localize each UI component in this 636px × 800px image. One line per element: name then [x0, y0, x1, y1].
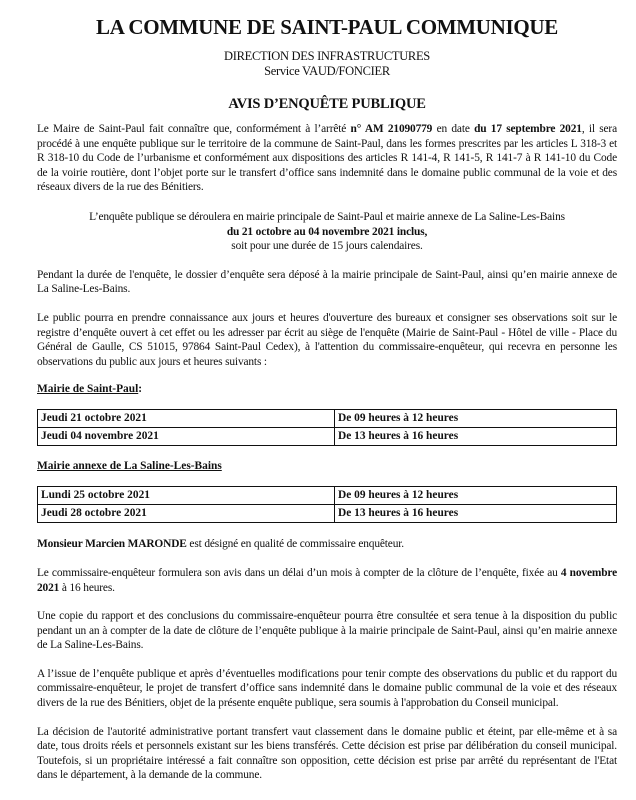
intro-text: , il sera procédé à une enquête publique sur le territoire de la commune de Saint-Paul, dans les formes prescrites par les articles L 318-3 et R 318-10 du Code de l’urbanisme et conformément aux dispositions des articles R 141-4, R 141-5, R 141-7 à R 141-10 du Code de la voirie routière, dont l’objet porte sur le transfert d’office sans indemnité dans le domaine public communal de la voie et des réseaux divers de la rue des Bénitiers.	[37, 123, 617, 194]
commissioner-paragraph	[37, 537, 617, 552]
inquiry-period	[37, 210, 617, 254]
schedule-date: Lundi 25 octobre 2021	[38, 487, 335, 505]
schedule-hours: De 13 heures à 16 heures	[335, 505, 617, 523]
table-row	[38, 410, 617, 428]
schedule-table-saint-paul	[37, 409, 617, 446]
schedule-hours: De 09 heures à 12 heures	[335, 410, 617, 428]
department-header	[37, 49, 617, 79]
section-title-suffix: :	[138, 383, 143, 396]
period-dates-text: du 21 octobre au 04 novembre 2021 inclus,	[226, 225, 428, 238]
decree-number: n° AM 21090779	[350, 123, 433, 135]
direction-label: DIRECTION DES INFRASTRUCTURES	[224, 49, 430, 63]
schedule-table-saline-les-bains	[37, 486, 617, 523]
deadline-text: à 16 heures.	[59, 581, 115, 594]
commune-title: LA COMMUNE DE SAINT-PAUL COMMUNIQUE	[95, 15, 559, 39]
table-row	[38, 505, 617, 523]
service-label: Service VAUD/FONCIER	[264, 64, 390, 78]
approval-paragraph: A l’issue de l’enquête publique et après d’éventuelles modifications pour tenir compte des observations du public et du rapport du commissaire-enquêteur, le projet de transfert d’office sans indemnité dans le domaine public communal de la voie et des réseaux divers de la rue des Bénitiers, objet de la présente enquête publique, sera soumis à l'approbation du Conseil municipal.	[37, 667, 617, 710]
report-copy-paragraph: Une copie du rapport et des conclusions du commissaire-enquêteur pourra être consultée et sera tenue à la disposition du public pendant un an à compter de la date de clôture de l’enquête publique à la mairie principale de Saint-Paul, ainsi qu’en mairie annexe de La Saline-Les-Bains.	[37, 610, 617, 652]
decree-date: du 17 septembre 2021	[474, 123, 582, 135]
deadline-text: Le commissaire-enquêteur formulera son avis dans un délai d’un mois à compter de la clôture de l’enquête, fixée au	[37, 566, 561, 579]
commissioner-text: est désigné en qualité de commissaire enquêteur.	[186, 538, 404, 551]
deadline-date: 4 novembre 2021	[37, 566, 617, 594]
commissioner-name: Monsieur Marcien MARONDE	[37, 538, 187, 551]
period-duration: soit pour une durée de 15 jours calendaires.	[231, 240, 423, 253]
section-title-text: Mairie annexe de La Saline-Les-Bains	[37, 460, 222, 473]
intro-text: en date	[432, 123, 475, 135]
notice-title: AVIS D’ENQUÊTE PUBLIQUE	[228, 96, 426, 112]
section-title-saint-paul	[37, 382, 617, 397]
report-deadline-paragraph	[37, 566, 617, 595]
public-notice-document	[37, 0, 617, 783]
decision-paragraph: La décision de l'autorité administrative portant transfert vaut classement dans le domaine public et éteint, par elle-même et à sa date, tous droits réels et personnels existant sur les biens transférés. Cette décision est prise par délibération du conseil municipal. Toutefois, si un propriétaire intéressé a fait connaître son opposition, cette décision est prise par arrêté du représentant de l'Etat dans le département, à la demande de la commune.	[37, 725, 617, 782]
intro-text: Le Maire de Saint-Paul fait connaître que, conformément à l’arrêté	[37, 123, 351, 135]
section-title-saline-les-bains	[37, 459, 617, 474]
schedule-date: Jeudi 04 novembre 2021	[38, 428, 335, 446]
intro-paragraph	[37, 122, 617, 195]
dossier-paragraph: Pendant la durée de l'enquête, le dossier d’enquête sera déposé à la mairie principale de Saint-Paul, ainsi qu’en mairie annexe de La Saline-Les-Bains.	[37, 268, 617, 296]
public-paragraph: Le public pourra en prendre connaissance aux jours et heures d'ouverture des bureaux et consigner ses observations soit sur le registre d’enquête ouvert à cet effet ou les adresser par écrit au siège de l'enquête (Mairie de Saint-Paul - Hôtel de ville - Place du Général de Gaulle, CS 51015, 97864 Saint-Paul Cedex), à l'attention du commissaire-enquêteur, qui recevra en personne les observations du public aux jours et heures suivants :	[37, 311, 617, 368]
table-row	[38, 487, 617, 505]
period-dates	[37, 225, 617, 240]
schedule-hours: De 09 heures à 12 heures	[335, 487, 617, 505]
period-location: L’enquête publique se déroulera en mairie principale de Saint-Paul et mairie annexe de La Saline-Les-Bains	[89, 210, 565, 223]
table-row	[38, 428, 617, 446]
schedule-hours: De 13 heures à 16 heures	[335, 428, 617, 446]
schedule-date: Jeudi 28 octobre 2021	[38, 505, 335, 523]
section-title-text: Mairie de Saint-Paul	[37, 383, 139, 396]
schedule-date: Jeudi 21 octobre 2021	[38, 410, 335, 428]
